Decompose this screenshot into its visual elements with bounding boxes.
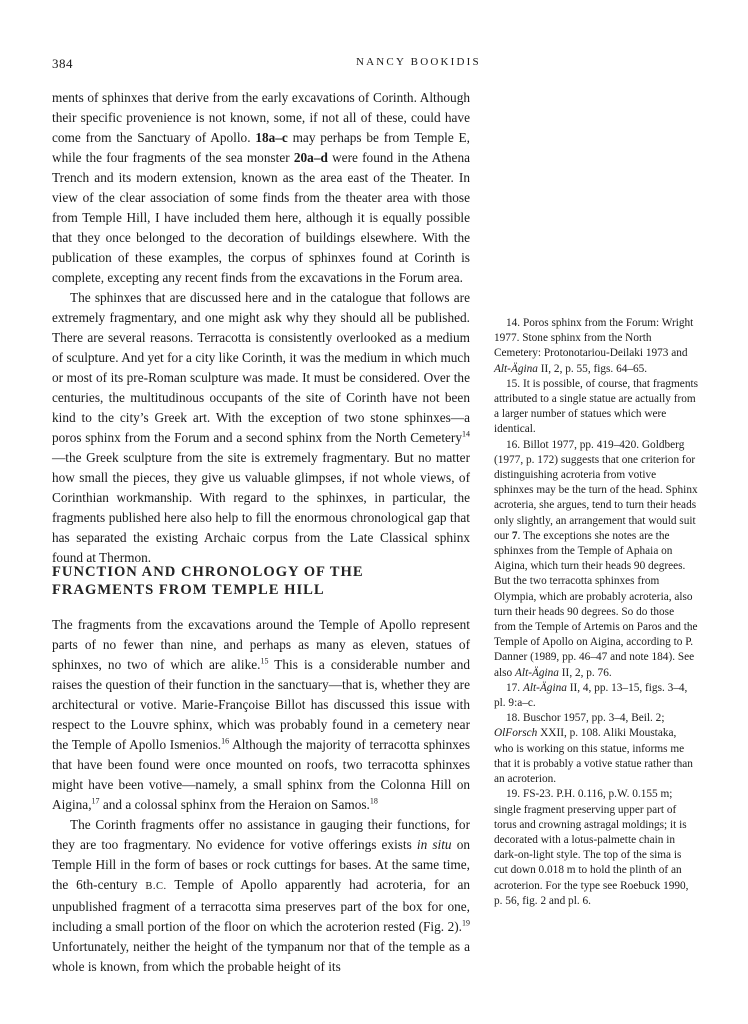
footnote-ref[interactable]: 19 — [462, 918, 470, 928]
catalogue-ref: 18a–c — [255, 130, 288, 145]
footnote-16: 16. Billot 1977, pp. 419–420. Goldberg (1977, p. 172) suggests that one criterion for distinguishing acroteria from votive sphinxes may be the turn of the head. Sphinx acroteria, she argues, tend to turn their heads only slightly, an arrangement that would suit our 7. The exceptions she notes are the sphinxes from the Temple of Aphaia on Aigina, which turn their heads 90 degrees. But the two terracotta sphinxes from Olympia, which are probably acroteria, also turn their heads 90 degrees. So do those from the Temple of Artemis on Paros and the Temple of Apollo on Aigina, according to P. Danner (1989, pp. 46–47 and note 184). See also Alt-Ägina II, 2, p. 76. — [494, 438, 698, 679]
paragraph: The sphinxes that are discussed here and in the catalogue that follows are extremely fragmentary, and one might ask why they should all be published. There are several reasons. Terracotta is consistently overlooked as a medium of sculpture. And yet for a city like Corinth, it was the medium in which much or most of its pre-Roman sculpture was made. It must be considered. Over the centuries, the multitudinous occupants of the site of Corinth have not been kind to the city’s Greek art. With the exception of two stone sphinxes—a poros sphinx from the Forum and a second sphinx from the North Cemetery$^{14}$—the Greek sculpture from the site is extremely fragmentary. But no matter how small the pieces, they give us valuable glimpses, if not whole views, of Corinthian workmanship. With regard to the sphinxes, in particular, the fragments published here also help to fill the enormous chronological gap that has separated the existing Archaic corpus from the Late Classical sphinx found at Thermon. — [52, 290, 470, 565]
footnote-ref[interactable]: 17 — [91, 796, 100, 806]
section-heading: FUNCTION AND CHRONOLOGY OF THE FRAGMENTS FROM TEMPLE HILL — [52, 564, 364, 598]
paragraph: The fragments from the excavations around the Temple of Apollo represent parts of no fewer than nine, and perhaps as many as eleven, statues of sphinxes, no two of which are alike.$^{15}$ This is a considerable number and raises the question of their function in the sanctuary—that is, whether they are architectural or votive. Marie-Françoise Billot has discussed this issue with respect to the Louvre sphinx, which was probably found in a cemetery near the Temple of Apollo Ismenios.$^{16}$ Although the majority of terracotta sphinxes that have been found were once mounted on roofs, two terracotta sphinxes might have been votive—namely, a small sphinx from the Colonna Hill on Aigina,$^{17}$ and a colossal sphinx from the Heraion on Samos.$^{18}$ — [52, 617, 470, 812]
footnote-ref[interactable]: 18 — [369, 796, 378, 806]
footnote-15: 15. It is possible, of course, that fragments attributed to a single statue are actually from a larger number of statues which were identical. — [494, 377, 699, 436]
footnote-ref[interactable]: 15 — [260, 656, 269, 666]
footnote-17: 17. Alt-Ägina II, 4, pp. 13–15, figs. 3–4, pl. 9:a–c. — [494, 681, 688, 710]
footnote-ref[interactable]: 14 — [462, 429, 470, 439]
footnote-19: 19. FS-23. P.H. 0.116, p.W. 0.155 m; single fragment preserving upper part of torus and crowning astragal moldings; it is decorated with a lotus-palmette chain in dark-on-light style. The top of the sima is cut down 0.018 m to hold the plinth of an acroterion. For the type see Roebuck 1990, p. 56, fig. 2 and pl. 6. — [494, 788, 689, 907]
paragraph: ments of sphinxes that derive from the early excavations of Corinth. Although their specific provenience is not known, some, if not all of these, could have come from the Sanctuary of Apollo. 18a–c may perhaps be from Temple E, while the four fragments of the sea monster 20a–d were found in the Athena Trench and its modern extension, known as the area east of the Theater. In view of the clear association of some finds from the theater area with those from Temple Hill, I have included them here, although it is equally possible that they once belonged to the decoration of buildings elsewhere. With the publication of these examples, the corpus of sphinxes found at Corinth is complete, excepting any recent finds from the excavations in the Forum area. — [52, 90, 470, 285]
paragraph: The Corinth fragments offer no assistance in gauging their functions, for they are too fragmentary. No evidence for votive offerings exists in situ on Temple Hill in the form of bases or rock cuttings for bases. At the same time, the 6th-century B.C. Temple of Apollo apparently had acroteria, for an unpublished fragment of a terracotta sima preserves part of the box for one, including a small portion of the floor on which the acroterion rested (Fig. 2).$^{19}$ Unfortunately, neither the height of the tympanum nor that of the temple as a whole is known, from which the probable height of its — [52, 817, 470, 974]
catalogue-ref: 20a–d — [293, 150, 328, 165]
footnote-18: 18. Buschor 1957, pp. 3–4, Beil. 2; OlForsch XXII, p. 108. Aliki Moustaka, who is working on this statue, informs me that it is probably a votive statue rather than an acroterion. — [494, 712, 693, 786]
footnotes — [494, 316, 698, 909]
body-text-lower — [52, 615, 470, 977]
footnote-14: 14. Poros sphinx from the Forum: Wright 1977. Stone sphinx from the North Cemetery: Protonotariou-Deilaki 1973 and Alt-Ägina II, 2, p. 55, figs. 64–65. — [494, 317, 694, 375]
body-text-upper — [52, 88, 470, 568]
running-head: NANCY BOOKIDIS — [356, 56, 481, 68]
footnote-ref[interactable]: 16 — [221, 736, 230, 746]
page-number: 384 — [52, 56, 73, 71]
